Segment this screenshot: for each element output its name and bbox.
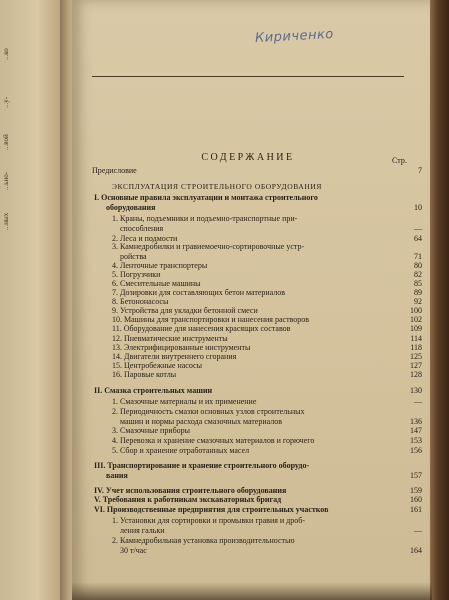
page-number: 118 [410,343,422,352]
page-number: — [414,526,422,535]
page-number: — [414,224,422,233]
left-page [0,0,62,600]
toc-section: II. Смазка строительных машин [94,386,213,395]
toc-entry: 11. Оборудование для нанесения красящих составов [112,324,291,333]
toc-section: оборудования [106,203,156,212]
toc-entry: 2. Периодичность смазки основных узлов строительных [112,407,305,416]
page-number: 114 [410,334,422,343]
toc-section: вания [106,471,128,480]
toc-entry: способления [120,224,164,233]
toc-entry: 9. Устройства для укладки бетонной смеси [112,306,258,315]
toc-entry: 14. Двигатели внутреннего сгорания [112,352,237,361]
toc-entry: ройства [120,252,147,261]
toc-section: III. Транспортирование и хранение строительного оборудо- [94,461,310,470]
page-number: 156 [410,446,422,455]
toc-entry: 13. Электрифицированные инструменты [112,343,251,352]
left-page-fragment: ...у- [2,96,10,108]
toc-entry: 4. Перевозка и хранение смазочных материалов и горючего [112,436,315,445]
page-number: 157 [410,471,422,480]
page-number: 85 [414,279,422,288]
page-number: 82 [414,270,422,279]
left-page-fragment: ...ко [2,48,10,60]
page-number: 64 [414,234,422,243]
toc-entry: 7. Дозировки для составляющих бетон материалов [112,288,286,297]
toc-entry: 15. Центробежные насосы [112,361,202,370]
left-page-fragment: ...ьно- [2,171,10,190]
toc-entry: 12. Пневматические инструменты [112,334,228,343]
toc-entry: машин и нормы расхода смазочных материалов [120,417,283,426]
page-number: 80 [414,261,422,270]
toc-entry: 30 т/час [120,546,147,555]
toc-entry: 8. Бетононасосы [112,297,169,306]
toc-entry: 10. Машины для транспортировки и нанесения растворов [112,315,310,324]
part-heading: ЭКСПЛУАТАЦИЯ СТРОИТЕЛЬНОГО ОБОРУДОВАНИЯ [112,182,322,191]
page-number: 130 [410,386,422,395]
toc-entry: Предисловие [92,166,137,175]
toc-section: V. Требования к работникам экскаваторных бригад [94,495,282,504]
page-number: 153 [410,436,422,445]
toc-entry: 5. Сбор и хранение отработанных масел [112,446,250,455]
page-number: 125 [410,352,422,361]
contents-title: СОДЕРЖАНИЕ [201,152,295,163]
handwritten-note: Кириченко [254,26,335,47]
page-number: 136 [410,417,422,426]
toc-entry: ления гальки [120,526,165,535]
header-rule [92,76,404,77]
left-page-fragment: ...вой [2,134,10,150]
bottom-shadow [72,582,432,600]
page-number: 161 [410,505,422,514]
page-number: 159 [410,486,422,495]
toc-entry: 4. Ленточные транспортеры [112,261,208,270]
page-number: 109 [410,324,422,333]
toc-section: VI. Производственные предприятия для строительных участков [94,505,329,514]
page-column-label: Стр. [392,156,407,165]
page-number: 100 [410,306,422,315]
page-number: 102 [410,315,422,324]
toc-entry: 3. Камнедробилки и гравиемоечно-сортировочные устр- [112,242,305,251]
toc-entry: 2. Леса и подмости [112,234,178,243]
page-number: 7 [418,166,422,175]
page-number: 92 [414,297,422,306]
toc-entry: 6. Смесительные машины [112,279,201,288]
page-number: 127 [410,361,422,370]
page-number: 10 [414,203,422,212]
toc-section: I. Основные правила эксплуатации и монтажа строительного [94,193,318,202]
toc-entry: 5. Погрузчики [112,270,161,279]
toc-entry: 1. Краны, подъемники и подъемно-транспортные при- [112,214,298,223]
page-number: 128 [410,370,422,379]
toc-entry: 16. Паровые котлы [112,370,177,379]
page-number: 164 [410,546,422,555]
toc-section: IV. Учет использования строительного оборудования [94,486,287,495]
page-number: 89 [414,288,422,297]
page-number: — [414,397,422,406]
page-number: 147 [410,426,422,435]
toc-entry: 1. Смазочные материалы и их применение [112,397,257,406]
page-number: 71 [414,252,422,261]
page-number: 160 [410,495,422,504]
contents-page [72,0,432,600]
toc-entry: 2. Камнедробильная установка производительностью [112,536,295,545]
toc-entry: 1. Установки для сортировки и промывки гравия и дроб- [112,516,305,525]
book-cover-edge [430,0,449,600]
left-page-fragment: ...ных [2,212,10,230]
toc-entry: 3. Смазочные приборы [112,426,191,435]
